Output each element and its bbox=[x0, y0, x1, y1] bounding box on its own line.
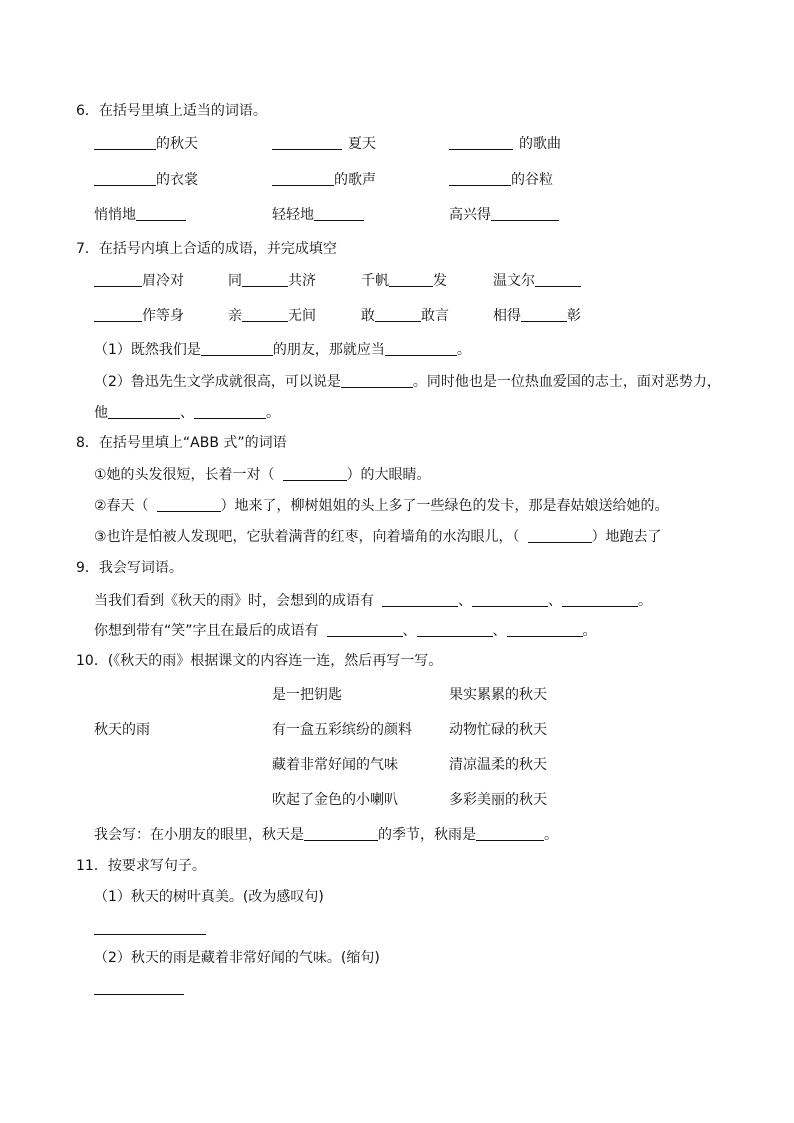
blank[interactable] bbox=[449, 171, 511, 186]
blank[interactable] bbox=[283, 466, 347, 481]
blank[interactable] bbox=[201, 341, 273, 356]
question-9-title: 9．我会写词语。 bbox=[76, 560, 183, 576]
blank[interactable] bbox=[507, 622, 583, 637]
match-right-item[interactable]: 多彩美丽的秋天 bbox=[449, 792, 547, 808]
idiom-7: 敢 敢言 bbox=[361, 308, 449, 324]
blank[interactable] bbox=[94, 272, 142, 287]
blank[interactable] bbox=[449, 135, 513, 150]
answer-line[interactable] bbox=[94, 980, 184, 995]
match-right-item[interactable]: 果实累累的秋天 bbox=[449, 687, 547, 703]
blank[interactable] bbox=[157, 497, 221, 512]
blank[interactable] bbox=[94, 307, 142, 322]
q6-item-6: 的谷粒 bbox=[449, 171, 553, 189]
q6-item-1: 的秋天 bbox=[94, 135, 198, 153]
q9-sentence-2: 你想到带有“笑”字且在最后的成语有 、 、 。 bbox=[94, 623, 597, 639]
blank[interactable] bbox=[194, 404, 266, 419]
blank[interactable] bbox=[562, 592, 638, 607]
blank[interactable] bbox=[476, 826, 544, 841]
match-mid-item[interactable]: 吹起了金色的小喇叭 bbox=[272, 792, 398, 808]
blank[interactable] bbox=[535, 272, 581, 287]
match-right-item[interactable]: 动物忙碌的秋天 bbox=[449, 722, 547, 738]
q6-item-3: 的歌曲 bbox=[449, 135, 561, 153]
blank[interactable] bbox=[108, 404, 180, 419]
question-8-title: 8．在括号里填上“ABB 式”的词语 bbox=[76, 435, 287, 451]
match-right-item[interactable]: 清凉温柔的秋天 bbox=[449, 757, 547, 773]
q6-item-7: 悄悄地 bbox=[94, 206, 186, 224]
idiom-1: 眉冷对 bbox=[94, 272, 184, 290]
idiom-6: 亲 无间 bbox=[228, 308, 316, 324]
question-11-title: 11．按要求写句子。 bbox=[76, 858, 206, 874]
q9-sentence-1: 当我们看到《秋天的雨》时，会想到的成语有 、 、 。 bbox=[94, 593, 652, 609]
q11-answer-line-1 bbox=[94, 920, 206, 938]
q8-sentence-2: ②春天（ ）地来了，柳树姐姐的头上多了一些绿色的发卡，那是春姑娘送给她的。 bbox=[94, 498, 669, 514]
blank[interactable] bbox=[472, 592, 548, 607]
q8-sentence-1: ①她的头发很短，长着一对（ ）的大眼睛。 bbox=[94, 467, 431, 483]
blank[interactable] bbox=[389, 272, 433, 287]
q6-item-4: 的衣裳 bbox=[94, 171, 198, 189]
blank[interactable] bbox=[375, 307, 421, 322]
match-mid-item[interactable]: 是一把钥匙 bbox=[272, 687, 342, 703]
blank[interactable] bbox=[341, 373, 413, 388]
q7-sentence-1: （1）既然我们是 的朋友，那就应当 。 bbox=[94, 342, 471, 358]
match-mid-item[interactable]: 藏着非常好闻的气味 bbox=[272, 757, 398, 773]
q6-item-2: 夏天 bbox=[272, 135, 376, 153]
q10-write-sentence: 我会写：在小朋友的眼里，秋天是 的季节，秋雨是 。 bbox=[94, 827, 558, 843]
question-6-title: 6．在括号里填上适当的词语。 bbox=[76, 103, 267, 119]
question-7-title: 7．在括号内填上合适的成语，并完成填空 bbox=[76, 241, 337, 257]
match-left-autumn-rain[interactable]: 秋天的雨 bbox=[94, 722, 150, 738]
blank[interactable] bbox=[417, 622, 493, 637]
blank[interactable] bbox=[272, 135, 342, 150]
idiom-5: 作等身 bbox=[94, 307, 184, 325]
idiom-2: 同 共济 bbox=[228, 273, 316, 289]
q11-prompt-2: （2）秋天的雨是藏着非常好闻的气味。(缩句) bbox=[94, 950, 380, 966]
blank[interactable] bbox=[382, 592, 458, 607]
blank[interactable] bbox=[242, 307, 288, 322]
q6-item-5: 的歌声 bbox=[272, 171, 376, 189]
blank[interactable] bbox=[94, 171, 156, 186]
q6-item-8: 轻轻地 bbox=[272, 206, 364, 224]
q7-sentence-2: （2）鲁迅先生文学成就很高，可以说是 。同时他也是一位热血爱国的志士，面对恶势力， bbox=[94, 374, 721, 390]
q11-prompt-1: （1）秋天的树叶真美。(改为感叹句) bbox=[94, 889, 324, 905]
q8-sentence-3: ③也许是怕被人发现吧，它驮着满背的红枣，向着墙角的水沟眼儿，（ ）地跑去了 bbox=[94, 529, 662, 545]
match-mid-item[interactable]: 有一盒五彩缤纷的颜料 bbox=[272, 722, 412, 738]
blank[interactable] bbox=[521, 307, 567, 322]
idiom-4: 温文尔 bbox=[493, 272, 581, 290]
blank[interactable] bbox=[304, 826, 378, 841]
blank[interactable] bbox=[385, 341, 457, 356]
blank[interactable] bbox=[136, 206, 186, 221]
blank[interactable] bbox=[314, 206, 364, 221]
blank[interactable] bbox=[327, 622, 403, 637]
idiom-3: 千帆 发 bbox=[361, 273, 447, 289]
blank[interactable] bbox=[491, 206, 559, 221]
q7-sentence-2-cont: 他 、 。 bbox=[94, 405, 280, 421]
blank[interactable] bbox=[94, 135, 156, 150]
blank[interactable] bbox=[528, 528, 592, 543]
blank[interactable] bbox=[272, 171, 334, 186]
q6-item-9: 高兴得 bbox=[449, 206, 559, 224]
answer-line[interactable] bbox=[94, 920, 206, 935]
q11-answer-line-2 bbox=[94, 980, 184, 998]
idiom-8: 相得 彰 bbox=[493, 308, 581, 324]
question-10-title: 10．(《秋天的雨》根据课文的内容连一连，然后再写一写。 bbox=[76, 653, 443, 669]
blank[interactable] bbox=[242, 272, 288, 287]
